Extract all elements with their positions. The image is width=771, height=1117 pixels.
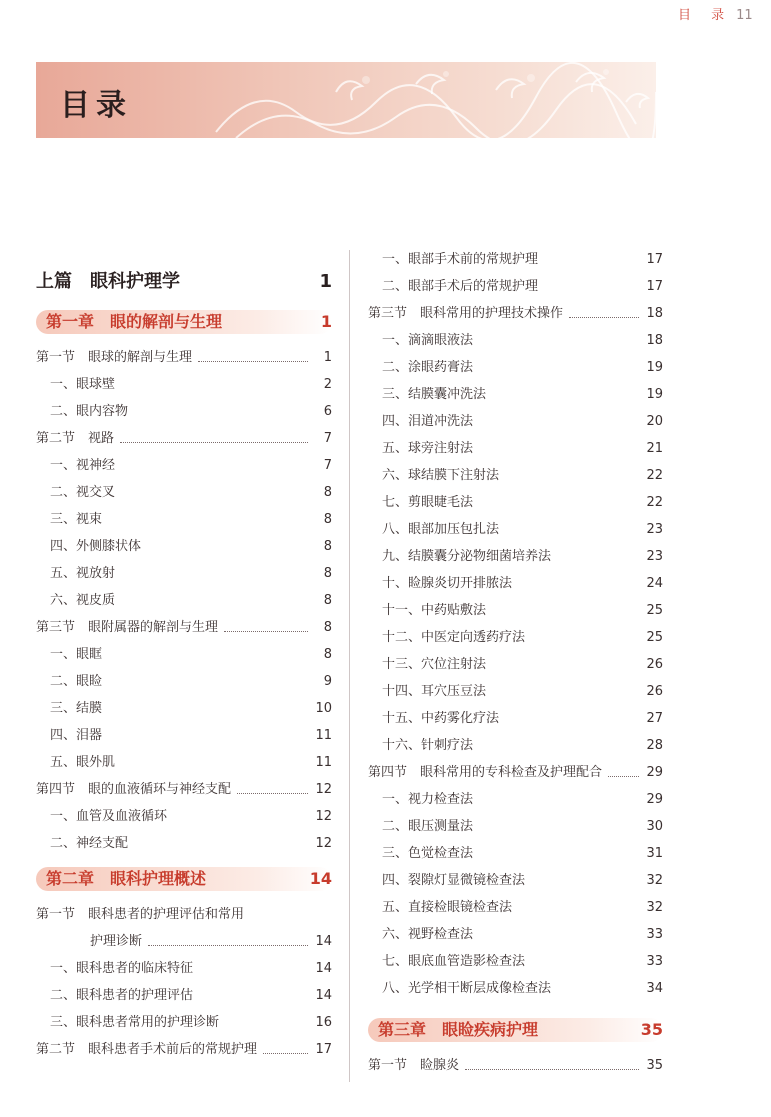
toc-item-label: 三、眼科患者常用的护理诊断 xyxy=(50,1015,220,1030)
toc-page-number: 22 xyxy=(646,495,663,510)
toc-item-label: 二、眼科患者的护理评估 xyxy=(50,988,194,1003)
page-number: 11 xyxy=(736,8,753,23)
toc-page-number: 27 xyxy=(646,711,663,726)
toc-item[interactable] xyxy=(36,803,332,830)
toc-page-number: 8 xyxy=(323,647,332,662)
toc-item[interactable] xyxy=(368,381,663,408)
toc-item[interactable] xyxy=(368,327,663,354)
toc-page-number: 33 xyxy=(646,927,663,942)
toc-item-label: 二、涂眼药膏法 xyxy=(382,360,474,375)
toc-item-label: 一、血管及血液循环 xyxy=(50,809,168,824)
toc-item-label: 五、视放射 xyxy=(50,566,116,581)
toc-page-number: 12 xyxy=(315,809,332,824)
toc-page-number: 8 xyxy=(323,512,332,527)
toc-item-label: 三、色觉检查法 xyxy=(382,846,474,861)
toc-item[interactable] xyxy=(368,975,663,1002)
toc-item[interactable] xyxy=(36,479,332,506)
toc-page-number: 1 xyxy=(320,312,332,331)
toc-item-label: 一、视力检查法 xyxy=(382,792,474,807)
toc-item-label: 十、睑腺炎切开排脓法 xyxy=(382,576,513,591)
toc-item-label: 六、视野检查法 xyxy=(382,927,474,942)
toc-item-label: 二、眼压测量法 xyxy=(382,819,474,834)
toc-section[interactable] xyxy=(368,759,663,786)
toc-page-number: 26 xyxy=(646,657,663,672)
toc-section-label: 护理诊断 xyxy=(90,934,143,949)
toc-item-label: 四、外侧膝状体 xyxy=(50,539,142,554)
toc-item-label: 一、滴滴眼液法 xyxy=(382,333,474,348)
toc-item[interactable] xyxy=(368,543,663,570)
toc-page-number: 14 xyxy=(315,988,332,1003)
toc-item[interactable] xyxy=(368,678,663,705)
toc-item-label: 二、眼睑 xyxy=(50,674,103,689)
toc-page-number: 25 xyxy=(646,603,663,618)
toc-item[interactable] xyxy=(368,597,663,624)
toc-section-label: 第三节 眼附属器的解剖与生理 xyxy=(36,620,219,635)
toc-chapter-label: 第一章 眼的解剖与生理 xyxy=(46,312,223,331)
toc-item[interactable] xyxy=(368,786,663,813)
toc-item-label: 十四、耳穴压豆法 xyxy=(382,684,487,699)
toc-page-number: 34 xyxy=(646,981,663,996)
toc-item-label: 一、眼部手术前的常规护理 xyxy=(382,252,539,267)
toc-item[interactable] xyxy=(368,489,663,516)
toc-page-number: 7 xyxy=(323,458,332,473)
toc-page-number: 9 xyxy=(323,674,332,689)
toc-page-number: 18 xyxy=(646,333,663,348)
toc-page-number: 31 xyxy=(646,846,663,861)
toc-page-number: 7 xyxy=(323,431,332,446)
toc-chapter[interactable] xyxy=(368,1018,663,1042)
toc-item[interactable] xyxy=(368,732,663,759)
toc-item[interactable] xyxy=(36,668,332,695)
toc-section-label: 第四节 眼科常用的专科检查及护理配合 xyxy=(368,765,603,780)
toc-page-number: 8 xyxy=(323,485,332,500)
toc-item[interactable] xyxy=(36,722,332,749)
toc-section[interactable] xyxy=(36,614,332,641)
toc-item-label: 七、眼底血管造影检查法 xyxy=(382,954,526,969)
toc-page-number: 35 xyxy=(640,1020,663,1039)
toc-page-number: 14 xyxy=(309,869,332,888)
toc-page-number: 17 xyxy=(646,252,663,267)
toc-item-label: 十三、穴位注射法 xyxy=(382,657,487,672)
toc-item-label: 十五、中药雾化疗法 xyxy=(382,711,500,726)
toc-page-number: 21 xyxy=(646,441,663,456)
toc-item[interactable] xyxy=(36,955,332,982)
toc-item[interactable] xyxy=(36,452,332,479)
toc-item-label: 一、眼科患者的临床特征 xyxy=(50,961,194,976)
toc-item-label: 一、眼眶 xyxy=(50,647,103,662)
toc-page-number: 20 xyxy=(646,414,663,429)
toc-part[interactable] xyxy=(36,262,332,302)
toc-item[interactable] xyxy=(36,371,332,398)
toc-item-label: 四、裂隙灯显微镜检查法 xyxy=(382,873,526,888)
toc-item[interactable] xyxy=(368,462,663,489)
toc-section[interactable] xyxy=(36,1036,332,1063)
toc-item[interactable] xyxy=(368,246,663,273)
toc-section[interactable] xyxy=(36,901,332,928)
toc-page-number: 23 xyxy=(646,549,663,564)
toc-item-label: 七、剪眼睫毛法 xyxy=(382,495,474,510)
toc-page-number: 17 xyxy=(646,279,663,294)
toc-page-number: 23 xyxy=(646,522,663,537)
toc-item[interactable] xyxy=(368,354,663,381)
toc-page-number: 30 xyxy=(646,819,663,834)
toc-page-number: 8 xyxy=(323,539,332,554)
toc-item[interactable] xyxy=(36,506,332,533)
toc-chapter[interactable] xyxy=(36,867,332,891)
toc-section[interactable] xyxy=(36,425,332,452)
toc-item-label: 二、视交叉 xyxy=(50,485,116,500)
toc-item[interactable] xyxy=(368,408,663,435)
toc-item[interactable] xyxy=(368,705,663,732)
toc-page-number: 25 xyxy=(646,630,663,645)
toc-page-number: 35 xyxy=(646,1058,663,1073)
toc-page-number: 8 xyxy=(323,620,332,635)
toc-item[interactable] xyxy=(36,1009,332,1036)
toc-item-label: 四、泪道冲洗法 xyxy=(382,414,474,429)
toc-item-label: 九、结膜囊分泌物细菌培养法 xyxy=(382,549,552,564)
toc-section-label: 第一节 眼科患者的护理评估和常用 xyxy=(36,907,245,922)
toc-page-number: 12 xyxy=(315,782,332,797)
toc-section[interactable] xyxy=(368,1052,663,1079)
toc-item-label: 四、泪器 xyxy=(50,728,103,743)
toc-item[interactable] xyxy=(368,651,663,678)
toc-section[interactable] xyxy=(36,776,332,803)
toc-page-number: 19 xyxy=(646,360,663,375)
toc-item-label: 三、结膜囊冲洗法 xyxy=(382,387,487,402)
toc-item[interactable] xyxy=(36,830,332,857)
toc-page-number: 8 xyxy=(323,566,332,581)
toc-section-label: 第一节 睑腺炎 xyxy=(368,1058,460,1073)
toc-item[interactable] xyxy=(36,587,332,614)
toc-page-number: 6 xyxy=(323,404,332,419)
toc-item-label: 二、神经支配 xyxy=(50,836,129,851)
toc-item-label: 三、结膜 xyxy=(50,701,103,716)
toc-page-number: 10 xyxy=(315,701,332,716)
toc-section-label: 第二节 眼科患者手术前后的常规护理 xyxy=(36,1042,258,1057)
toc-item[interactable] xyxy=(36,982,332,1009)
toc-item[interactable] xyxy=(368,570,663,597)
page-title: 目录 xyxy=(60,88,132,123)
toc-page-number: 1 xyxy=(323,350,332,365)
toc-page-number: 22 xyxy=(646,468,663,483)
toc-item[interactable] xyxy=(368,840,663,867)
toc-section[interactable] xyxy=(36,344,332,371)
toc-part-label: 上篇 眼科护理学 xyxy=(36,271,180,292)
toc-section-continued[interactable] xyxy=(36,928,332,955)
toc-item[interactable] xyxy=(36,533,332,560)
running-head-label: 目 录 xyxy=(678,8,733,23)
column-divider xyxy=(349,250,350,1082)
toc-item-label: 六、视皮质 xyxy=(50,593,116,608)
toc-page-number: 1 xyxy=(319,271,332,292)
toc-item[interactable] xyxy=(368,813,663,840)
toc-item[interactable] xyxy=(368,435,663,462)
running-head xyxy=(678,4,753,23)
toc-item[interactable] xyxy=(36,560,332,587)
toc-item-label: 一、视神经 xyxy=(50,458,116,473)
toc-item[interactable] xyxy=(36,398,332,425)
toc-item-label: 五、眼外肌 xyxy=(50,755,116,770)
toc-page-number: 14 xyxy=(315,961,332,976)
toc-item[interactable] xyxy=(368,921,663,948)
toc-page-number: 11 xyxy=(315,755,332,770)
toc-item-label: 八、眼部加压包扎法 xyxy=(382,522,500,537)
toc-item-label: 二、眼部手术后的常规护理 xyxy=(382,279,539,294)
toc-item[interactable] xyxy=(36,641,332,668)
toc-item[interactable] xyxy=(368,867,663,894)
toc-item-label: 五、球旁注射法 xyxy=(382,441,474,456)
toc-item[interactable] xyxy=(36,695,332,722)
toc-page-number: 12 xyxy=(315,836,332,851)
toc-item-label: 二、眼内容物 xyxy=(50,404,129,419)
toc-page-number: 11 xyxy=(315,728,332,743)
toc-item[interactable] xyxy=(368,273,663,300)
toc-chapter[interactable] xyxy=(36,310,332,334)
toc-page-number: 2 xyxy=(323,377,332,392)
toc-section-label: 第一节 眼球的解剖与生理 xyxy=(36,350,193,365)
toc-section[interactable] xyxy=(368,300,663,327)
toc-chapter-label: 第二章 眼科护理概述 xyxy=(46,869,207,888)
toc-item[interactable] xyxy=(368,516,663,543)
toc-page-number: 32 xyxy=(646,900,663,915)
toc-right-column xyxy=(368,246,663,1079)
title-banner xyxy=(36,62,656,138)
toc-item-label: 十一、中药贴敷法 xyxy=(382,603,487,618)
toc-item-label: 五、直接检眼镜检查法 xyxy=(382,900,513,915)
toc-page-number: 28 xyxy=(646,738,663,753)
toc-chapter-label: 第三章 眼睑疾病护理 xyxy=(378,1020,539,1039)
toc-page-number: 33 xyxy=(646,954,663,969)
toc-page-number: 8 xyxy=(323,593,332,608)
toc-section-label: 第四节 眼的血液循环与神经支配 xyxy=(36,782,232,797)
toc-page-number: 29 xyxy=(646,765,663,780)
toc-page-number: 26 xyxy=(646,684,663,699)
toc-page-number: 18 xyxy=(646,306,663,321)
toc-item[interactable] xyxy=(368,624,663,651)
toc-item-label: 一、眼球壁 xyxy=(50,377,116,392)
toc-item-label: 十二、中医定向透药疗法 xyxy=(382,630,526,645)
toc-page-number: 19 xyxy=(646,387,663,402)
toc-section-label: 第三节 眼科常用的护理技术操作 xyxy=(368,306,564,321)
toc-item[interactable] xyxy=(368,894,663,921)
toc-item[interactable] xyxy=(36,749,332,776)
toc-section-label: 第二节 视路 xyxy=(36,431,115,446)
toc-item-label: 六、球结膜下注射法 xyxy=(382,468,500,483)
toc-page-number: 16 xyxy=(315,1015,332,1030)
toc-item-label: 八、光学相干断层成像检查法 xyxy=(382,981,552,996)
toc-page-number: 32 xyxy=(646,873,663,888)
toc-item[interactable] xyxy=(368,948,663,975)
toc-page-number: 17 xyxy=(315,1042,332,1057)
toc-page-number: 24 xyxy=(646,576,663,591)
toc-item-label: 十六、针刺疗法 xyxy=(382,738,474,753)
toc-left-column xyxy=(36,262,332,1063)
toc-page-number: 14 xyxy=(315,934,332,949)
toc-page-number: 29 xyxy=(646,792,663,807)
toc-item-label: 三、视束 xyxy=(50,512,103,527)
